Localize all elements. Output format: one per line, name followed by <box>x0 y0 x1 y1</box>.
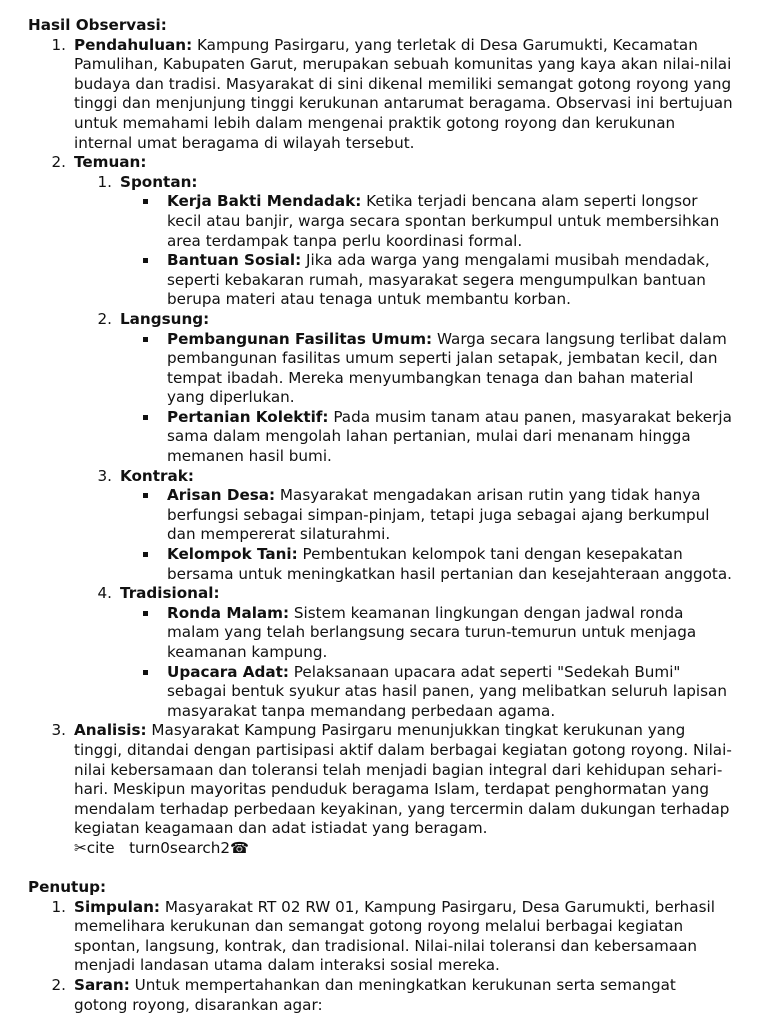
temuan-number: 2. <box>51 153 66 172</box>
bullet-list <box>120 330 768 467</box>
category-tradisional <box>0 584 768 721</box>
citation-marker: ✂cite turn0search2☎ <box>74 838 249 857</box>
hasil-list <box>0 36 768 859</box>
analisis-number: 3. <box>51 721 66 740</box>
category-kontrak <box>0 467 768 585</box>
saran-label: Saran: <box>74 975 130 994</box>
category-label: Spontan: <box>120 172 198 191</box>
bullet-label: Upacara Adat: <box>167 662 289 681</box>
bullet-arisan-desa <box>0 486 768 545</box>
bullet-text: Masyarakat mengadakan arisan rutin yang tidak hanya berfungsi sebagai simpan-pinjam, tetapi juga sebagai ajang berkumpul dan mempererat silaturahmi. <box>167 486 710 544</box>
category-number: 1. <box>97 172 112 191</box>
simpulan-item <box>0 898 768 976</box>
category-label: Kontrak: <box>120 466 194 485</box>
pendahuluan-text: Kampung Pasirgaru, yang terletak di Desa Garumukti, Kecamatan Pamulihan, Kabupaten Garut, merupakan sebuah komunitas yang kaya akan nilai-nilai budaya dan tradisi. Masyarakat di sini dikenal memiliki semangat gotong royong yang tinggi dan menjunjung tinggi kerukunan antarumat beragama. Observasi ini bertujuan untuk memahami lebih dalam mengenai praktik gotong royong dan kerukunan internal umat beragama di wilayah tersebut. <box>74 35 733 152</box>
bullet-kelompok-tani <box>0 545 768 584</box>
temuan-label: Temuan: <box>74 153 147 172</box>
simpulan-label: Simpulan: <box>74 897 160 916</box>
bullet-label: Kerja Bakti Mendadak: <box>167 192 362 211</box>
penutup-heading: Penutup: <box>28 878 107 896</box>
category-spontan <box>0 173 768 310</box>
bullet-label: Pembangunan Fasilitas Umum: <box>167 329 433 348</box>
simpulan-text: Masyarakat RT 02 RW 01, Kampung Pasirgaru, Desa Garumukti, berhasil memelihara kerukunan dan semangat gotong royong melalui berbagai kegiatan spontan, langsung, kontrak, dan tradisional. Nilai-nilai toleransi dan kebersamaan menjadi landasan utama dalam interaksi sosial mereka. <box>74 897 715 975</box>
bullet-marker <box>143 552 148 557</box>
bullet-label: Ronda Malam: <box>167 603 290 622</box>
bullet-label: Kelompok Tani: <box>167 545 298 564</box>
category-number: 3. <box>97 466 112 485</box>
saran-text: Untuk mempertahankan dan meningkatkan kerukunan serta semangat gotong royong, disarankan agar: <box>74 975 676 1014</box>
pendahuluan-number: 1. <box>51 35 66 54</box>
bullet-text: Sistem keamanan lingkungan dengan jadwal ronda malam yang telah berlangsung secara turun-temurun untuk menjaga keamanan kampung. <box>167 603 697 661</box>
bullet-list <box>120 604 768 722</box>
category-label: Tradisional: <box>120 584 220 603</box>
bullet-ronda-malam <box>0 604 768 663</box>
category-number: 4. <box>97 584 112 603</box>
bullet-bantuan-sosial <box>0 251 768 310</box>
temuan-item <box>0 153 768 721</box>
bullet-label: Arisan Desa: <box>167 486 276 505</box>
analisis-label: Analisis: <box>74 721 147 740</box>
simpulan-number: 1. <box>51 897 66 916</box>
category-label: Langsung: <box>120 309 210 328</box>
bullet-text: Ketika terjadi bencana alam seperti longsor kecil atau banjir, warga secara spontan berkumpul untuk membersihkan area terdampak tanpa perlu koordinasi formal. <box>167 192 720 250</box>
bullet-marker <box>143 493 148 498</box>
pendahuluan-label: Pendahuluan: <box>74 35 193 54</box>
bullet-list <box>120 486 768 584</box>
temuan-categories <box>74 173 768 722</box>
bullet-text: Jika ada warga yang mengalami musibah mendadak, seperti kebakaran rumah, masyarakat segera mengumpulkan bantuan berupa materi atau tenaga untuk membantu korban. <box>167 251 710 309</box>
hasil-observasi-heading: Hasil Observasi: <box>28 16 167 34</box>
bullet-label: Pertanian Kolektif: <box>167 407 329 426</box>
bullet-text: Pembentukan kelompok tani dengan kesepakatan bersama untuk meningkatkan hasil pertanian dan kesejahteraan anggota. <box>167 545 732 583</box>
category-langsung <box>0 310 768 467</box>
saran-item <box>0 976 768 1015</box>
bullet-marker <box>143 258 148 263</box>
bullet-kerja-bakti <box>0 192 768 251</box>
saran-number: 2. <box>51 975 66 994</box>
bullet-pembangunan <box>0 330 768 408</box>
pendahuluan-item <box>0 36 768 154</box>
bullet-label: Bantuan Sosial: <box>167 251 302 270</box>
penutup-list <box>0 898 768 1016</box>
bullet-list <box>120 192 768 310</box>
category-number: 2. <box>97 309 112 328</box>
bullet-marker <box>143 670 148 675</box>
bullet-marker <box>143 611 148 616</box>
bullet-text: Pada musim tanam atau panen, masyarakat bekerja sama dalam mengolah lahan pertanian, mulai dari menanam hingga memanen hasil bumi. <box>167 407 732 466</box>
bullet-pertanian-kolektif <box>0 408 768 467</box>
bullet-text: Pelaksanaan upacara adat seperti "Sedekah Bumi" sebagai bentuk syukur atas hasil panen, yang melibatkan seluruh lapisan masyarakat tanpa memandang perbedaan agama. <box>167 662 727 720</box>
bullet-marker <box>143 337 148 342</box>
bullet-upacara-adat <box>0 663 768 722</box>
analisis-item <box>0 721 768 858</box>
analisis-text: Masyarakat Kampung Pasirgaru menunjukkan tingkat kerukunan yang tinggi, ditandai dengan partisipasi aktif dalam berbagai kegiatan gotong royong. Nilai-nilai kebersamaan dan toleransi telah menjadi bagian integral dari kehidupan sehari-hari. Meskipun mayoritas penduduk beragama Islam, terdapat penghormatan yang mendalam terhadap perbedaan keyakinan, yang tercermin dalam dukungan terhadap kegiatan keagamaan dan adat istiadat yang beragam. <box>74 721 732 838</box>
bullet-marker <box>143 199 148 204</box>
bullet-marker <box>143 415 148 420</box>
bullet-text: Warga secara langsung terlibat dalam pembangunan fasilitas umum seperti jalan setapak, jembatan kecil, dan tempat ibadah. Mereka menyumbangkan tenaga dan bahan material yang diperlukan. <box>167 329 727 407</box>
